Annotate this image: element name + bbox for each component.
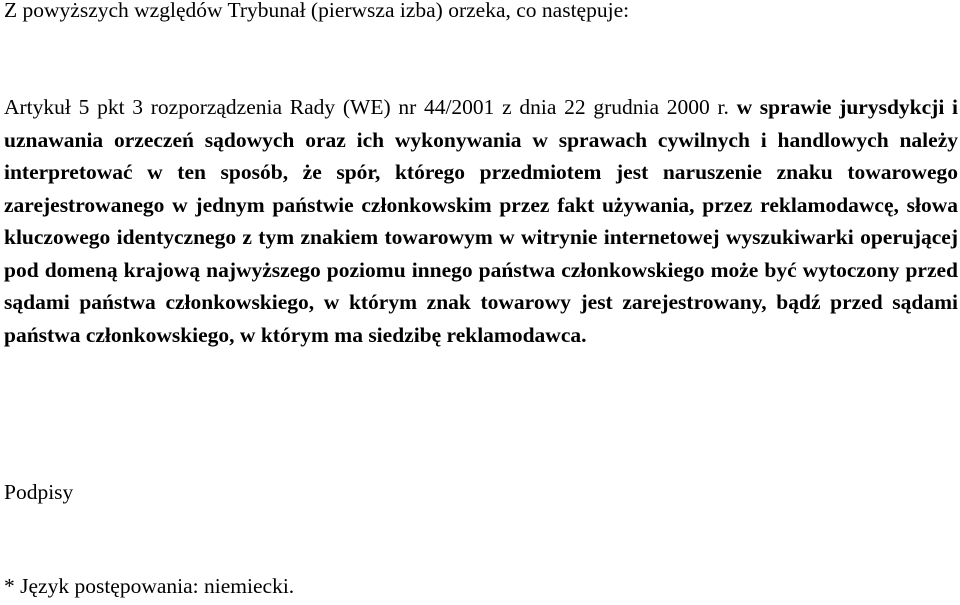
signatures-label: Podpisy	[4, 480, 74, 504]
ruling-lead: Artykuł 5 pkt 3 rozporządzenia Rady (WE) nr 44/2001 z dnia 22 grudnia 2000 r.	[4, 95, 737, 119]
ruling-intro: Z powyższych względów Trybunał (pierwsza izba) orzeka, co następuje:	[4, 0, 630, 22]
ruling-body: w sprawie jurysdykcji i uznawania orzeczeń sądowych oraz ich wykonywania w sprawach cywilnych i handlowych należy interpretować w ten sposób, że spór, którego przedmiotem jest naruszenie znaku towarowego zarejestrowanego w jednym państwie członkowskim przez fakt używania, przez reklamodawcę, słowa kluczowego identycznego z tym znakiem towarowym w witrynie internetowej wyszukiwarki operującej pod domeną krajową najwyższego poziomu innego państwa członkowskiego może być wytoczony przed sądami państwa członkowskiego, w którym znak towarowy jest zarejestrowany, bądź przed sądami państwa członkowskiego, w którym ma siedzibę reklamodawca.	[4, 95, 959, 347]
language-footnote: * Język postępowania: niemiecki.	[4, 574, 295, 598]
operative-part	[4, 91, 958, 351]
